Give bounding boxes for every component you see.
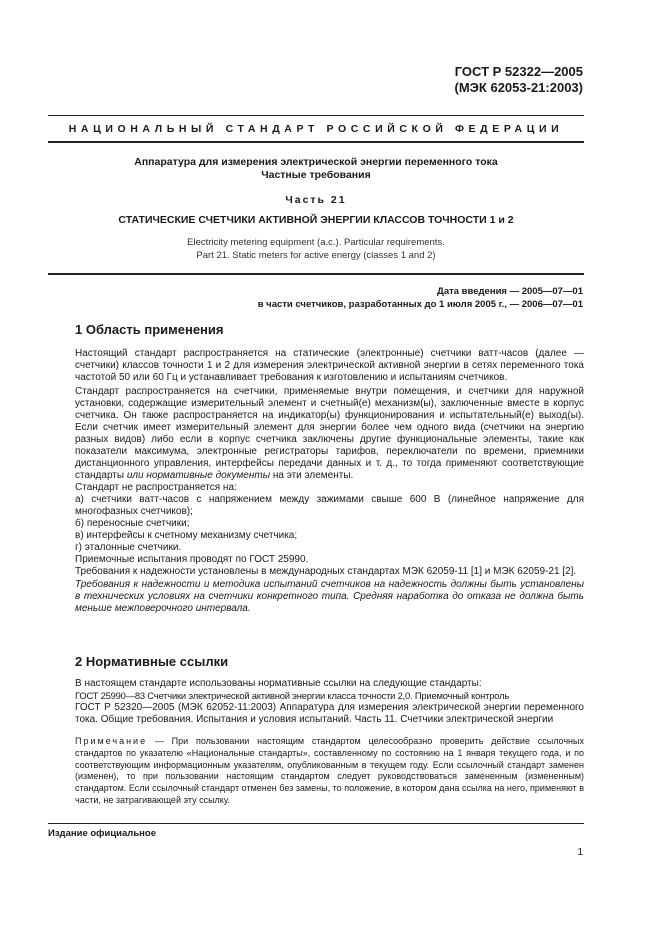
section2-note	[75, 736, 584, 807]
section1-p5: Требования к надежности установлены в международных стандартах МЭК 62059-11 [1] и МЭК 62059-21 [2].	[75, 566, 577, 577]
title-line2: Частные требования	[261, 169, 371, 181]
national-standard-banner: НАЦИОНАЛЬНЫЙ СТАНДАРТ РОССИЙСКОЙ ФЕДЕРАЦИИ	[68, 123, 564, 135]
list-item: в) интерфейсы к счетному механизму счетчика;	[75, 530, 298, 541]
english-title-line2: Part 21. Static meters for active energy (classes 1 and 2)	[196, 249, 436, 261]
partial-date: в части счетчиков, разработанных до 1 июля 2005 г., — 2006—07—01	[257, 299, 583, 310]
section1-p2	[75, 386, 584, 482]
footer-rule	[48, 823, 584, 824]
title-block	[48, 156, 584, 182]
main-title: СТАТИЧЕСКИЕ СЧЕТЧИКИ АКТИВНОЙ ЭНЕРГИИ КЛАССОВ ТОЧНОСТИ 1 и 2	[118, 214, 514, 226]
title-rule	[48, 273, 584, 275]
section2-body	[75, 678, 584, 726]
section1-p2-text: Стандарт распространяется на счетчики, применяемые внутри помещения, и счетчики для наружной установки, содержащие измерительный элемент и счетный(е) механизм(ы), заключенные вместе в корпус счетчика. Он также распространяется на индикатор(ы) функционирования и испытательный(е) выход(ы). Если счетчик имеет измерительный элемент для энергии более чем одного вида (счетчики на энергию разных видов) либо если в корпус счетчика заключены другие функциональные элементы, такие как показатели максимума, электронные регистраторы тарифов, переключатели по времени, приемники дистанционного управления, интерфейсы передачи данных и т. д., то тогда применяют соответствующие стандарты	[75, 386, 584, 481]
section1-p2-end: на эти элементы.	[272, 470, 354, 481]
exclusion-list	[75, 494, 584, 554]
section1-body	[75, 348, 584, 615]
date-block	[258, 285, 583, 311]
section1-heading: 1 Область применения	[75, 322, 224, 337]
list-item: а) счетчики ватт-часов с напряжением между зажимами свыше 600 В (линейное напряжение для многофазных счетчиков);	[75, 494, 584, 517]
page-number: 1	[577, 847, 583, 858]
title-line1: Аппаратура для измерения электрической энергии переменного тока	[134, 156, 498, 168]
top-rule	[48, 115, 584, 116]
english-title-line1: Electricity metering equipment (a.c.). Particular requirements.	[187, 237, 445, 248]
section1-p1: Настоящий стандарт распространяется на статические (электронные) счетчики ватт-часов (далее — счетчики) классов точности 1 и 2 для измерения электрической активной энергии в сетях переменного тока частотой 50 или 60 Гц и устанавливает требования к изготовлению и испытаниям счетчиков.	[75, 348, 584, 383]
section1-p2-italic: или нормативные документы	[126, 470, 271, 481]
banner-rule	[48, 141, 584, 143]
reference-item: ГОСТ 25990—83 Счетчики электрической активной энергии класса точности 2,0. Приемочный контроль	[75, 690, 510, 701]
iec-number: (МЭК 62053-21:2003)	[454, 80, 583, 95]
english-title	[48, 237, 584, 262]
reference-item: ГОСТ Р 52320—2005 (МЭК 62052-11:2003) Аппаратура для измерения электрической энергии переменного тока. Общие требования. Испытания и условия испытаний. Часть 11. Счетчики электрической энергии	[75, 702, 584, 725]
part-label: Часть 21	[285, 194, 347, 206]
note-text: — При пользовании настоящим стандартом целесообразно проверить действие ссылочных стандартов по указателю «Национальные стандарты», составленному по состоянию на 1 января текущего года, и по соответствующим информационным указателям, опубликованным в текущем году. Если ссылочный стандарт заменен (изменен), то при пользовании настоящим стандартом следует руководствоваться замененным (измененным) стандартом. Если ссылочный стандарт отменен без замены, то положение, в котором дана ссылка на него, применяют в части, не затрагивающей эту ссылку.	[75, 736, 584, 805]
section1-p6: Требования к надежности и методика испытаний счетчиков на надежность должны быть установлены в технических условиях на счетчики конкретного типа. Средняя наработка до отказа не должна быть меньше межповерочного интервала.	[75, 579, 584, 614]
introduction-date: Дата введения — 2005—07—01	[437, 286, 583, 297]
standard-designation	[455, 64, 583, 96]
list-item: б) переносные счетчики;	[75, 518, 190, 529]
standard-number: ГОСТ Р 52322—2005	[454, 64, 583, 79]
section1-p3: Стандарт не распространяется на:	[75, 482, 237, 493]
section2-heading: 2 Нормативные ссылки	[75, 654, 229, 669]
section2-p1: В настоящем стандарте использованы нормативные ссылки на следующие стандарты:	[75, 678, 482, 689]
list-item: г) эталонные счетчики.	[75, 542, 182, 553]
note-label: Примечание	[75, 736, 148, 746]
section1-p4: Приемочные испытания проводят по ГОСТ 25990.	[75, 554, 309, 565]
edition-label: Издание официальное	[48, 828, 156, 839]
